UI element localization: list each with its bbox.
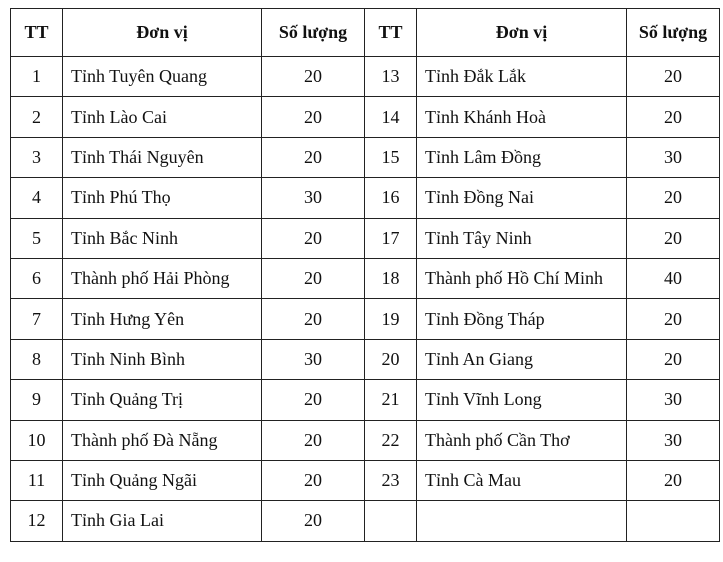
quantity-value: 30 bbox=[627, 420, 720, 460]
unit-name: Tỉnh Lào Cai bbox=[63, 97, 262, 137]
quantity-value: 30 bbox=[627, 137, 720, 177]
row-number: 20 bbox=[365, 339, 417, 379]
quantity-value: 40 bbox=[627, 258, 720, 298]
row-number: 12 bbox=[11, 501, 63, 541]
row-number: 23 bbox=[365, 460, 417, 500]
header-unit-left: Đơn vị bbox=[63, 9, 262, 57]
unit-name: Tỉnh Đồng Nai bbox=[417, 178, 627, 218]
row-number: 14 bbox=[365, 97, 417, 137]
quantity-value: 20 bbox=[627, 460, 720, 500]
row-number: 10 bbox=[11, 420, 63, 460]
header-row bbox=[11, 9, 720, 57]
unit-name: Thành phố Hồ Chí Minh bbox=[417, 258, 627, 298]
table-row bbox=[11, 299, 720, 339]
row-number: 1 bbox=[11, 57, 63, 97]
unit-name: Tỉnh Vĩnh Long bbox=[417, 380, 627, 420]
row-number: 11 bbox=[11, 460, 63, 500]
unit-name: Tỉnh Phú Thọ bbox=[63, 178, 262, 218]
header-unit-right: Đơn vị bbox=[417, 9, 627, 57]
row-number: 3 bbox=[11, 137, 63, 177]
unit-name: Tỉnh Tây Ninh bbox=[417, 218, 627, 258]
unit-name: Tỉnh Lâm Đồng bbox=[417, 137, 627, 177]
quantity-value: 20 bbox=[262, 299, 365, 339]
table-row bbox=[11, 137, 720, 177]
unit-name: Tỉnh Ninh Bình bbox=[63, 339, 262, 379]
table-row bbox=[11, 501, 720, 541]
table-row bbox=[11, 420, 720, 460]
table-row bbox=[11, 339, 720, 379]
quantity-value: 20 bbox=[627, 299, 720, 339]
unit-name: Tỉnh Thái Nguyên bbox=[63, 137, 262, 177]
table-row bbox=[11, 97, 720, 137]
quantity-value: 20 bbox=[262, 218, 365, 258]
row-number: 9 bbox=[11, 380, 63, 420]
row-number: 15 bbox=[365, 137, 417, 177]
quantity-value: 20 bbox=[262, 57, 365, 97]
row-number: 21 bbox=[365, 380, 417, 420]
row-number: 4 bbox=[11, 178, 63, 218]
row-number: 22 bbox=[365, 420, 417, 460]
row-number: 2 bbox=[11, 97, 63, 137]
quantity-value: 20 bbox=[262, 420, 365, 460]
row-number: 17 bbox=[365, 218, 417, 258]
unit-name: Tỉnh Đồng Tháp bbox=[417, 299, 627, 339]
table-row bbox=[11, 460, 720, 500]
quantity-value: 20 bbox=[627, 339, 720, 379]
quantity-value: 20 bbox=[262, 97, 365, 137]
quantity-value: 20 bbox=[627, 218, 720, 258]
unit-name: Tỉnh Quảng Ngãi bbox=[63, 460, 262, 500]
row-number: 18 bbox=[365, 258, 417, 298]
allocation-table bbox=[10, 8, 720, 542]
unit-name: Tỉnh Gia Lai bbox=[63, 501, 262, 541]
quantity-value: 20 bbox=[262, 258, 365, 298]
table-row bbox=[11, 380, 720, 420]
unit-name: Tỉnh Hưng Yên bbox=[63, 299, 262, 339]
row-number: 5 bbox=[11, 218, 63, 258]
header-quantity-right: Số lượng bbox=[627, 9, 720, 57]
unit-name: Tỉnh Quảng Trị bbox=[63, 380, 262, 420]
quantity-value: 20 bbox=[262, 380, 365, 420]
header-tt-left: TT bbox=[11, 9, 63, 57]
unit-name: Tỉnh Đắk Lắk bbox=[417, 57, 627, 97]
unit-name: Tỉnh Cà Mau bbox=[417, 460, 627, 500]
unit-name: Tỉnh An Giang bbox=[417, 339, 627, 379]
row-number bbox=[365, 501, 417, 541]
table-row bbox=[11, 178, 720, 218]
unit-name: Thành phố Đà Nẵng bbox=[63, 420, 262, 460]
row-number: 6 bbox=[11, 258, 63, 298]
header-tt-right: TT bbox=[365, 9, 417, 57]
unit-name: Thành phố Hải Phòng bbox=[63, 258, 262, 298]
unit-name: Tỉnh Tuyên Quang bbox=[63, 57, 262, 97]
table-row bbox=[11, 57, 720, 97]
table-body bbox=[11, 57, 720, 542]
quantity-value: 20 bbox=[262, 460, 365, 500]
quantity-value: 30 bbox=[262, 339, 365, 379]
quantity-value: 30 bbox=[627, 380, 720, 420]
unit-name: Tỉnh Khánh Hoà bbox=[417, 97, 627, 137]
row-number: 8 bbox=[11, 339, 63, 379]
quantity-value: 20 bbox=[627, 178, 720, 218]
row-number: 13 bbox=[365, 57, 417, 97]
quantity-value: 20 bbox=[262, 501, 365, 541]
quantity-value bbox=[627, 501, 720, 541]
row-number: 19 bbox=[365, 299, 417, 339]
unit-name bbox=[417, 501, 627, 541]
table-row bbox=[11, 218, 720, 258]
unit-name: Tỉnh Bắc Ninh bbox=[63, 218, 262, 258]
header-quantity-left: Số lượng bbox=[262, 9, 365, 57]
quantity-value: 20 bbox=[627, 57, 720, 97]
unit-name: Thành phố Cần Thơ bbox=[417, 420, 627, 460]
quantity-value: 20 bbox=[262, 137, 365, 177]
row-number: 16 bbox=[365, 178, 417, 218]
quantity-value: 30 bbox=[262, 178, 365, 218]
quantity-value: 20 bbox=[627, 97, 720, 137]
table-row bbox=[11, 258, 720, 298]
row-number: 7 bbox=[11, 299, 63, 339]
